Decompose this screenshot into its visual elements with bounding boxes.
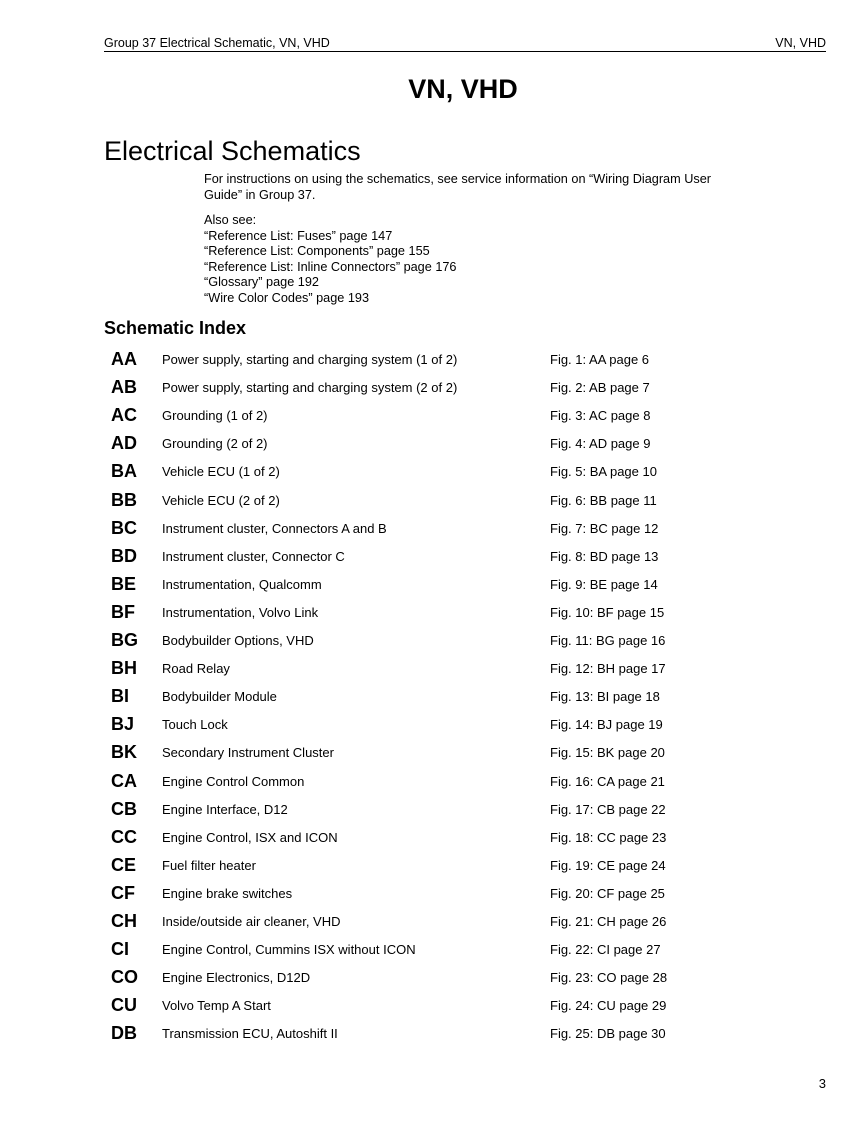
index-row: [0, 490, 866, 512]
index-code: AD: [111, 433, 137, 454]
index-code: CA: [111, 770, 137, 791]
index-row: [0, 405, 866, 427]
also-see-label: Also see:: [204, 213, 257, 227]
index-figure-link[interactable]: Fig. 15: BK page 20: [550, 745, 665, 761]
index-description: Engine Control Common: [162, 773, 305, 789]
index-description: Transmission ECU, Autoshift II: [162, 1026, 338, 1042]
index-description: Engine brake switches: [162, 885, 293, 901]
index-row: [0, 742, 866, 764]
index-row: [0, 714, 866, 736]
index-code: BA: [111, 461, 137, 482]
index-code: CI: [111, 939, 129, 960]
index-figure-link[interactable]: Fig. 16: CA page 21: [550, 773, 665, 789]
index-description: Instrumentation, Volvo Link: [162, 604, 319, 620]
index-figure-link[interactable]: Fig. 18: CC page 23: [550, 829, 667, 845]
index-code: AB: [111, 377, 137, 398]
index-figure-link[interactable]: Fig. 10: BF page 15: [550, 604, 665, 620]
index-description: Engine Interface, D12: [162, 801, 288, 817]
index-figure-link[interactable]: Fig. 4: AD page 9: [550, 436, 651, 452]
index-figure-link[interactable]: Fig. 11: BG page 16: [550, 633, 666, 648]
index-row: [0, 377, 866, 399]
index-description: Power supply, starting and charging system (1 of 2): [162, 352, 458, 367]
index-figure-link[interactable]: Fig. 1: AA page 6: [550, 352, 650, 367]
index-code: BF: [111, 601, 135, 622]
index-figure-link[interactable]: Fig. 19: CE page 24: [550, 857, 666, 873]
index-description: Inside/outside air cleaner, VHD: [162, 914, 341, 929]
header-rule: [104, 51, 826, 52]
running-header-right: VN, VHD: [775, 36, 826, 50]
index-code: CB: [111, 798, 137, 819]
page-title: VN, VHD: [408, 74, 518, 104]
index-code: BD: [111, 545, 137, 566]
index-description: Instrumentation, Qualcomm: [162, 576, 322, 592]
index-figure-link[interactable]: Fig. 20: CF page 25: [550, 885, 665, 901]
index-description: Touch Lock: [162, 717, 228, 733]
index-code: CC: [111, 826, 137, 847]
index-figure-link[interactable]: Fig. 25: DB page 30: [550, 1026, 666, 1042]
also-see-item[interactable]: “Wire Color Codes” page 193: [204, 290, 370, 305]
index-title: Schematic Index: [104, 318, 247, 338]
index-code: BH: [111, 658, 137, 679]
index-figure-link[interactable]: Fig. 5: BA page 10: [550, 464, 657, 480]
index-description: Vehicle ECU (2 of 2): [162, 492, 280, 508]
index-row: [0, 967, 866, 989]
index-code: BE: [111, 573, 137, 594]
index-description: Road Relay: [162, 661, 230, 677]
index-row: [0, 799, 866, 821]
index-figure-link[interactable]: Fig. 13: BI page 18: [550, 689, 660, 705]
index-row: [0, 855, 866, 877]
index-figure-link[interactable]: Fig. 22: CI page 27: [550, 942, 661, 958]
index-row: [0, 574, 866, 596]
index-figure-link[interactable]: Fig. 17: CB page 22: [550, 801, 666, 817]
index-figure-link[interactable]: Fig. 9: BE page 14: [550, 576, 658, 592]
index-description: Engine Electronics, D12D: [162, 970, 311, 986]
index-figure-link[interactable]: Fig. 3: AC page 8: [550, 408, 651, 424]
index-description: Bodybuilder Module: [162, 689, 277, 705]
index-figure-link[interactable]: Fig. 2: AB page 7: [550, 380, 650, 396]
index-code: BI: [111, 686, 129, 707]
also-see-block: [204, 213, 457, 307]
index-row: [0, 433, 866, 455]
intro-paragraph: [204, 172, 744, 203]
index-code: BG: [111, 630, 138, 650]
index-code: BJ: [111, 714, 135, 735]
index-description: Instrument cluster, Connector C: [162, 548, 345, 564]
index-description: Power supply, starting and charging system (2 of 2): [162, 380, 458, 396]
index-row: [0, 658, 866, 680]
index-code: CO: [111, 967, 138, 988]
index-description: Engine Control, Cummins ISX without ICON: [162, 942, 416, 958]
also-see-item[interactable]: “Glossary” page 192: [204, 275, 319, 290]
index-code: BK: [111, 742, 137, 763]
index-figure-link[interactable]: Fig. 7: BC page 12: [550, 520, 659, 536]
index-row: [0, 349, 866, 371]
index-description: Bodybuilder Options, VHD: [162, 633, 314, 648]
index-description: Vehicle ECU (1 of 2): [162, 464, 280, 480]
index-code: CE: [111, 854, 137, 875]
index-row: [0, 546, 866, 568]
index-code: CF: [111, 882, 135, 903]
index-description: Engine Control, ISX and ICON: [162, 829, 338, 845]
index-row: [0, 995, 866, 1017]
index-code: BB: [111, 489, 137, 510]
index-code: CH: [111, 911, 137, 931]
page-number: 3: [818, 1076, 826, 1091]
index-row: [0, 602, 866, 624]
index-figure-link[interactable]: Fig. 14: BJ page 19: [550, 717, 663, 733]
also-see-item[interactable]: “Reference List: Fuses” page 147: [204, 228, 393, 243]
index-code: AC: [111, 405, 137, 426]
index-figure-link[interactable]: Fig. 6: BB page 11: [550, 492, 657, 508]
index-row: [0, 518, 866, 540]
also-see-item[interactable]: “Reference List: Inline Connectors” page 176: [204, 259, 457, 274]
index-row: [0, 686, 866, 708]
index-row: [0, 461, 866, 483]
index-figure-link[interactable]: Fig. 12: BH page 17: [550, 661, 666, 677]
index-row: [0, 883, 866, 905]
index-description: Fuel filter heater: [162, 857, 256, 873]
index-row: [0, 771, 866, 793]
section-title: Electrical Schematics: [104, 136, 361, 166]
index-row: [0, 1023, 866, 1045]
index-row: [0, 939, 866, 961]
index-row: [0, 911, 866, 933]
index-figure-link[interactable]: Fig. 23: CO page 28: [550, 970, 668, 986]
index-figure-link[interactable]: Fig. 24: CU page 29: [550, 998, 667, 1014]
index-code: DB: [111, 1023, 137, 1044]
also-see-item[interactable]: “Reference List: Components” page 155: [204, 244, 430, 259]
index-description: Grounding (2 of 2): [162, 436, 268, 452]
index-figure-link[interactable]: Fig. 21: CH page 26: [550, 914, 667, 929]
index-description: Secondary Instrument Cluster: [162, 745, 334, 761]
intro-text: For instructions on using the schematics, see service information on “Wiring Diagram User Guide” in Group 37.: [204, 172, 711, 202]
index-description: Instrument cluster, Connectors A and B: [162, 520, 387, 536]
index-figure-link[interactable]: Fig. 8: BD page 13: [550, 548, 659, 564]
running-header-left: Group 37 Electrical Schematic, VN, VHD: [104, 36, 330, 50]
index-code: CU: [111, 995, 137, 1016]
index-row: [0, 827, 866, 849]
index-code: BC: [111, 517, 137, 538]
index-description: Grounding (1 of 2): [162, 408, 268, 424]
index-row: [0, 630, 866, 652]
index-code: AA: [111, 349, 137, 369]
index-description: Volvo Temp A Start: [162, 998, 271, 1014]
